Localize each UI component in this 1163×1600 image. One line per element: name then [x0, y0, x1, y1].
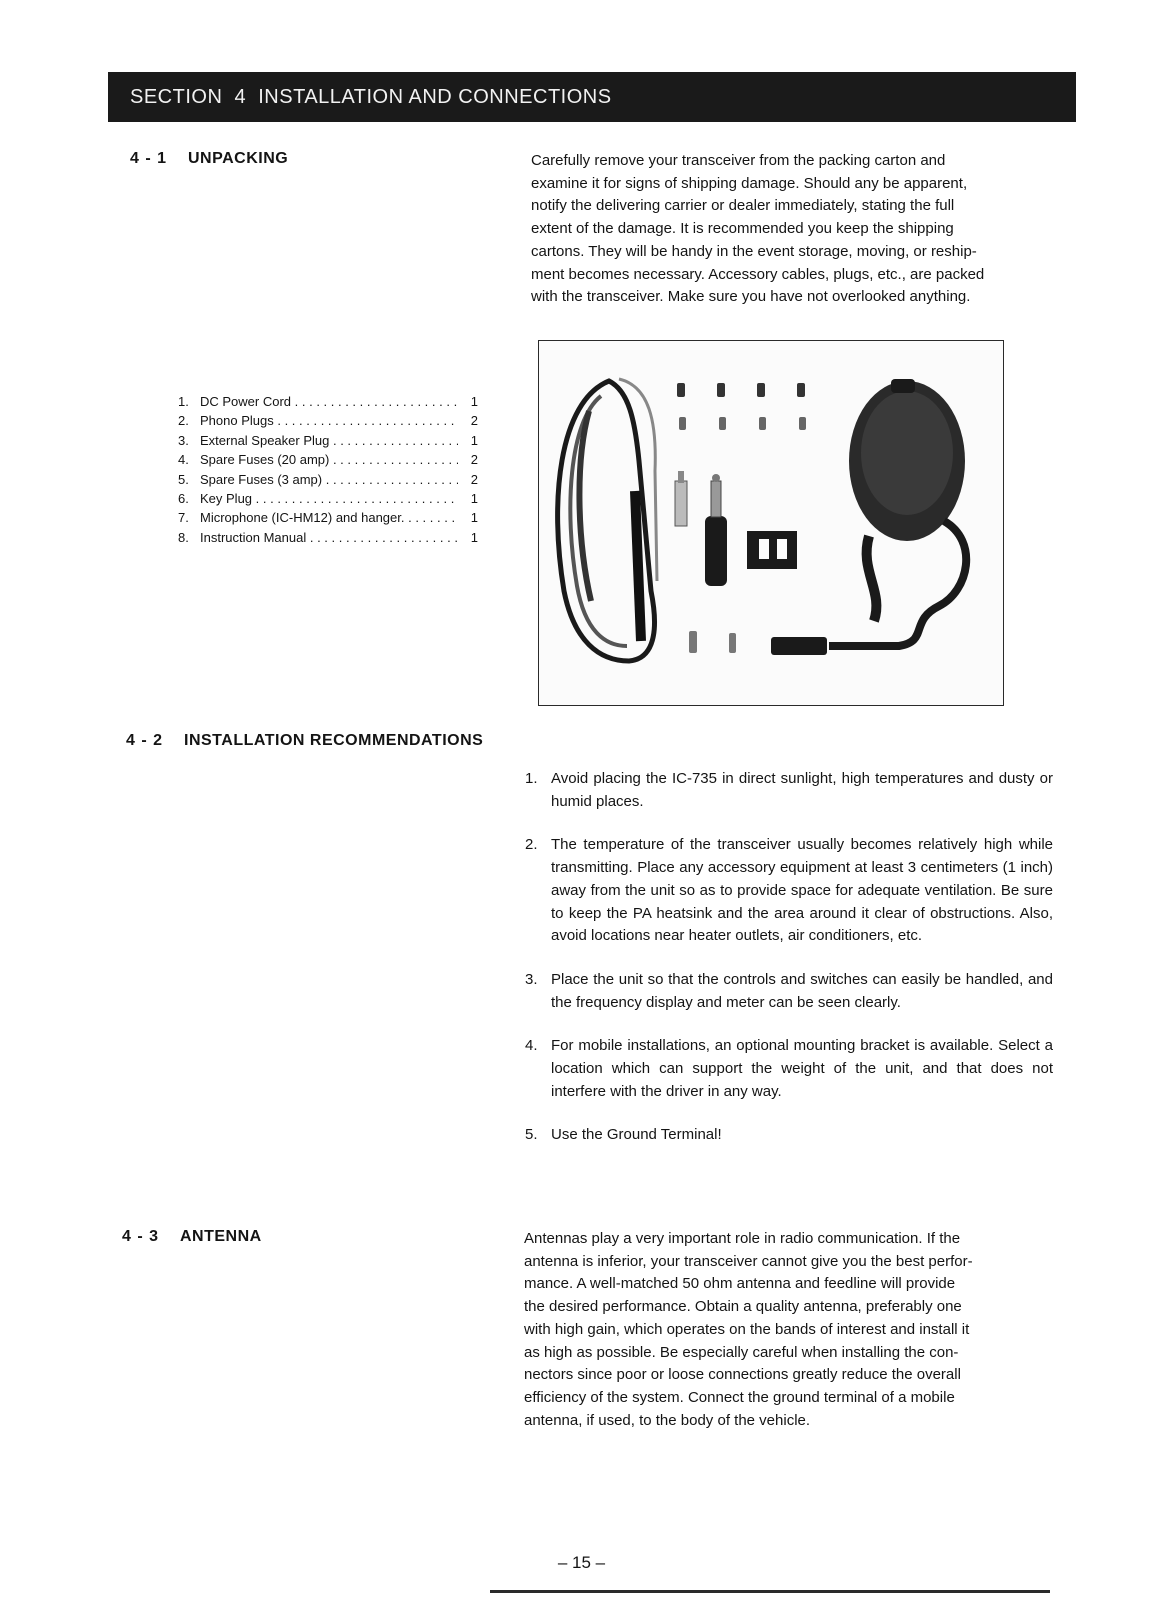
list-item: 6. Key Plug . . . 1: [178, 489, 478, 508]
packing-list: [178, 392, 478, 547]
list-item: 3. External Speaker Plug . . . 1: [178, 431, 478, 450]
section-banner: [108, 72, 1076, 122]
list-item: 2. Phono Plugs . . . 2: [178, 411, 478, 430]
phono-plug-image: [675, 471, 687, 526]
list-item: 1. DC Power Cord . . . 1: [178, 392, 478, 411]
accessories-photo: [538, 340, 1004, 706]
spare-fuses-image: [677, 383, 806, 430]
mic-hanger-image: [747, 531, 797, 569]
list-item: 1. Avoid placing the IC-735 in direct sunlight, high temperatures and dusty or humid places.: [525, 770, 1053, 810]
section-title: SECTION 4 INSTALLATION AND CONNECTIONS: [130, 85, 612, 108]
key-plug-image: [689, 631, 736, 653]
list-item: 4. For mobile installations, an optional mounting bracket is available. Select a location which can support the weight of the unit, and that does not interfere with the driver in any way.: [525, 1037, 1053, 1100]
section-number-unpacking: 4 - 1: [130, 150, 168, 167]
accessories-illustration: [539, 341, 1002, 704]
list-item: 5. Spare Fuses (3 amp) . . . 2: [178, 470, 478, 489]
page-number: – 15 –: [557, 1553, 606, 1572]
list-item: 8. Instruction Manual . . . 1: [178, 528, 478, 547]
list-item: 4. Spare Fuses (20 amp) . . . 2: [178, 450, 478, 469]
section-heading-recommendations: INSTALLATION RECOMMENDATIONS: [184, 732, 484, 749]
list-item: 3. Place the unit so that the controls and switches can easily be handled, and the frequency display and meter can be seen clearly.: [525, 970, 1053, 1011]
antenna-text: Antennas play a very important role in radio communication. If the antenna is inferior, your transceiver cannot give you the best perfor- mance. A well-matched 50 ohm antenna and feedline will provide the desired performance. Obtain a quality antenna, preferably one with high gain, which operates on the bands of interest and install it as high as possible. Be especially careful when installing the con- nectors since poor or loose connections greatly reduce the overall efficiency of the system. Connect the ground terminal of a mobile antenna, if used, to the body of the vehicle.: [524, 1230, 973, 1429]
recommendations-list: [525, 768, 1053, 1168]
dc-power-cord-image: [558, 379, 657, 661]
page-edge-rule: [490, 1590, 1050, 1593]
section-number-antenna: 4 - 3: [122, 1228, 160, 1245]
list-item: 5. Use the Ground Terminal!: [525, 1126, 722, 1144]
section-number-recommendations: 4 - 2: [126, 732, 164, 749]
section-heading-unpacking: UNPACKING: [188, 150, 289, 167]
list-item: 2. The temperature of the transceiver usually becomes relatively high while transmitting. Place any accessory equipment at least 3 centimeters (1 inch) away from the unit so as to provide space for adequate ventilation. Be sure to keep the PA heatsink and the area around it clear of obstructions. Also, avoid locations near heater outlets, air conditioners, etc.: [525, 836, 1053, 945]
speaker-plug-image: [705, 474, 727, 586]
unpacking-text: Carefully remove your transceiver from the packing carton and examine it for signs of shipping damage. Should any be apparent, notify the delivering carrier or dealer immediately, stating the full extent of the damage. It is recommended you keep the shipping cartons. They will be handy in the event storage, moving, or reship- ment becomes necessary. Accessory cables, plugs, etc., are packed with the transceiver. Make sure you have not overlooked anything.: [531, 152, 985, 306]
section-heading-antenna: ANTENNA: [180, 1228, 262, 1245]
list-item: 7. Microphone (IC-HM12) and hanger. . . . 1: [178, 508, 478, 527]
